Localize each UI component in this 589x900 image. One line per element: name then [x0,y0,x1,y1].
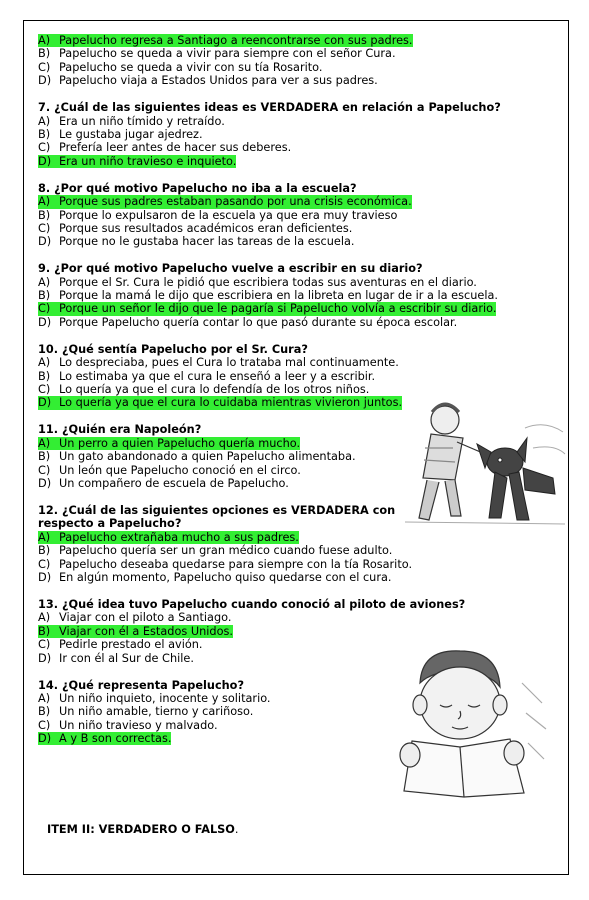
option-a: A) Viajar con el piloto a Santiago. [38,611,232,625]
question-title: 12. ¿Cuál de las siguientes opciones es VERDADERA con [38,503,396,517]
option-b: B) Un niño amable, tierno y cariñoso. [38,705,254,719]
option-a: A) Porque el Sr. Cura le pidió que escribiera todas sus aventuras en el diario. [38,275,477,289]
option-d-correct: D) Era un niño travieso e inquieto. [38,154,237,168]
question-title-continued: respecto a Papelucho? [38,517,182,531]
option-a: A) Papelucho regresa a Santiago a reencontrarse con sus padres. [38,34,413,47]
option-c: C) Pedirle prestado el avión. [38,638,203,652]
question-title: 13. ¿Qué idea tuvo Papelucho cuando conoció al piloto de aviones? [38,597,466,611]
question-8 [38,182,558,249]
option-b: B) Un gato abandonado a quien Papelucho alimentaba. [38,450,356,464]
option-d: D) Porque Papelucho quería contar lo que pasó durante su época escolar. [38,315,458,329]
option-b: B) Porque la mamá le dijo que escribiera en la libreta en lugar de ir a la escuela. [38,289,498,303]
option-b: B) Porque lo expulsaron de la escuela ya que era muy travieso [38,208,398,222]
option-a-correct: A) Papelucho extrañaba mucho a sus padres. [38,530,299,544]
boy-with-dog-illustration [405,398,570,530]
option-d: D) Porque no le gustaba hacer las tareas de la escuela. [38,235,355,249]
item-2-heading: ITEM II: VERDADERO O FALSO. [47,823,239,836]
option-b: B) Papelucho quería ser un gran médico cuando fuese adulto. [38,544,393,558]
question-title: 11. ¿Quién era Napoleón? [38,423,202,437]
option-a-correct: A) Porque sus padres estaban pasando por una crisis económica. [38,195,412,209]
option-a: A) Lo despreciaba, pues el Cura lo trataba mal continuamente. [38,356,399,370]
option-c: C) Un león que Papelucho conoció en el circo. [38,463,301,477]
question-title: 10. ¿Qué sentía Papelucho por el Sr. Cura? [38,342,308,356]
option-c: C) Papelucho deseaba quedarse para siempre con la tía Rosarito. [38,557,413,571]
question-title: 8. ¿Por qué motivo Papelucho no iba a la escuela? [38,181,357,195]
option-d-correct: D) Lo quería ya que el cura lo cuidaba mientras vivieron juntos. [38,396,403,410]
option-d: D) Un compañero de escuela de Papelucho. [38,476,289,490]
question-7 [38,101,558,168]
option-d-correct: D) A y B son correctas. [38,732,172,746]
option-d: D) Ir con él al Sur de Chile. [38,651,194,665]
option-a-correct: A) Un perro a quien Papelucho quería mucho. [38,436,301,450]
worksheet-content [38,34,558,745]
option-c: C) Prefería leer antes de hacer sus deberes. [38,141,292,155]
question-9 [38,262,558,329]
option-c-correct: C) Porque un señor le dijo que le pagaría si Papelucho volvía a escribir su diario. [38,302,497,316]
option-b: B) Papelucho se queda a vivir para siempre con el señor Cura. [38,47,396,61]
option-a: A) Un niño inquieto, inocente y solitario. [38,691,271,705]
option-b: B) Lo estimaba ya que el cura le enseñó a leer y a escribir. [38,369,376,383]
option-b: B) Le gustaba jugar ajedrez. [38,127,203,141]
option-c: C) Lo quería ya que el cura lo defendía de los otros niños. [38,383,370,397]
question-title: 7. ¿Cuál de las siguientes ideas es VERDADERA en relación a Papelucho? [38,101,501,115]
option-c: C) Papelucho se queda a vivir con su tía Rosarito. [38,60,323,74]
option-d: D) En algún momento, Papelucho quiso quedarse con el cura. [38,570,392,584]
option-c: C) Un niño travieso y malvado. [38,718,218,732]
option-d: D) Papelucho viaja a Estados Unidos para ver a sus padres. [38,74,378,88]
option-c: C) Porque sus resultados académicos eran deficientes. [38,221,353,235]
pre-question-options [38,34,558,88]
option-a: A) Era un niño tímido y retraído. [38,114,225,128]
question-title: 9. ¿Por qué motivo Papelucho vuelve a escribir en su diario? [38,262,423,276]
option-b-correct: B) Viajar con él a Estados Unidos. [38,624,233,638]
question-title: 14. ¿Qué representa Papelucho? [38,678,244,692]
boy-reading-illustration [382,643,552,798]
